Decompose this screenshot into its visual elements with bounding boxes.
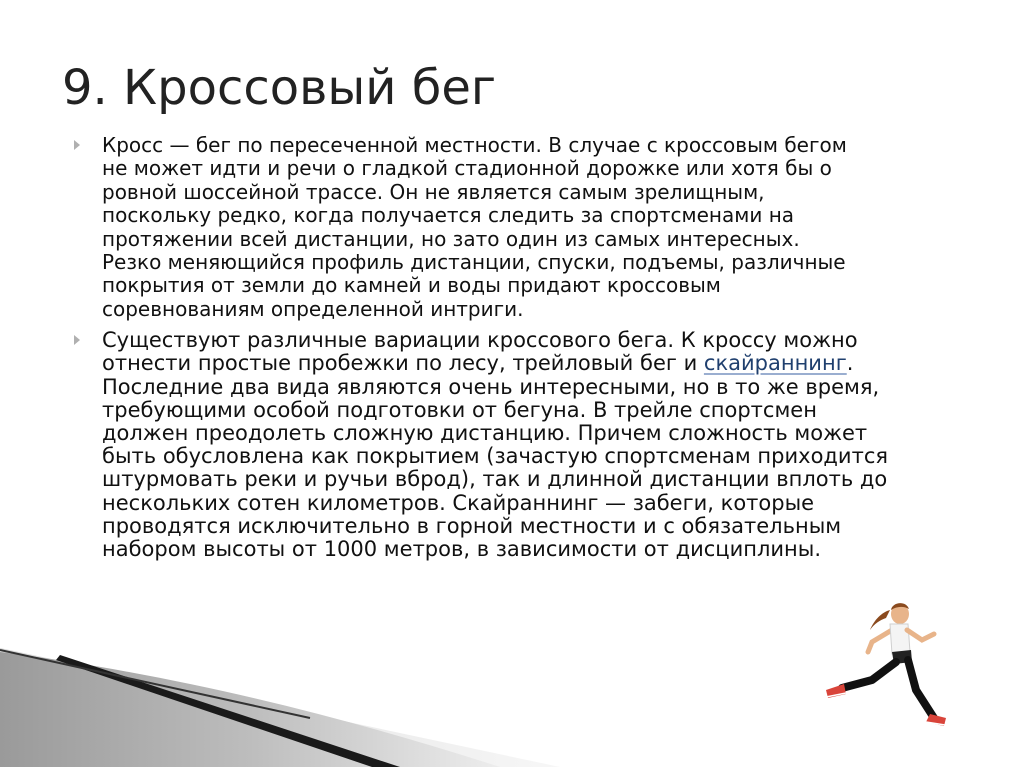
runner-illustration: [812, 600, 952, 735]
bullet-item-2: [74, 329, 964, 561]
paragraph-2: [102, 329, 964, 561]
slide-title: 9. Кроссовый бег: [62, 60, 497, 116]
paragraph-2-line: должен преодолеть сложную дистанцию. Причем сложность может: [102, 421, 868, 446]
paragraph-2-line: требующими особой подготовки от бегуна. В трейле спортсмен: [102, 397, 817, 422]
skyrunning-link[interactable]: скайраннинг: [703, 351, 847, 376]
paragraph-1-line: Резко меняющийся профиль дистанции, спуски, подъемы, различные: [102, 250, 846, 275]
paragraph-2-line: набором высоты от 1000 метров, в зависимости от дисциплины.: [102, 537, 822, 562]
paragraph-2-line-with-link: [102, 352, 964, 375]
paragraph-2-text: отнести простые пробежки по лесу, трейловый бег и: [102, 351, 704, 376]
paragraph-1: [102, 134, 964, 321]
paragraph-1-line: протяжении всей дистанции, но зато один из самых интересных.: [102, 226, 800, 251]
bullet-list: [74, 134, 964, 569]
paragraph-1-line: покрытия от земли до камней и воды придают кроссовым: [102, 273, 721, 298]
paragraph-2-line: штурмовать реки и ручьи вброд), так и длинной дистанции вплоть до: [102, 467, 888, 492]
paragraph-1-line: не может идти и речи о гладкой стадионной дорожке или хотя бы о: [102, 156, 832, 181]
paragraph-2-line: нескольких сотен километров. Скайраннинг — забеги, которые: [102, 490, 815, 515]
paragraph-1-line: ровной шоссейной трассе. Он не является самым зрелищным,: [102, 179, 765, 204]
triangle-bullet-icon: [74, 140, 80, 150]
paragraph-2-line: быть обусловлена как покрытием (зачастую спортсменам приходится: [102, 444, 888, 469]
paragraph-1-line: соревнованиям определенной интриги.: [102, 296, 524, 321]
triangle-bullet-icon: [74, 335, 80, 345]
paragraph-2-line: Последние два вида являются очень интересными, но в то же время,: [102, 374, 880, 399]
paragraph-1-line: Кросс — бег по пересеченной местности. В случае с кроссовым бегом: [102, 133, 847, 157]
paragraph-2-line: проводятся исключительно в горной местности и с обязательным: [102, 513, 842, 538]
swoosh-gray-band: [0, 652, 500, 767]
paragraph-1-line: поскольку редко, когда получается следить за спортсменами на: [102, 203, 795, 228]
paragraph-2-text: .: [846, 351, 854, 376]
paragraph-2-line: Существуют различные вариации кроссового бега. К кроссу можно: [102, 328, 858, 353]
bullet-item-1: [74, 134, 964, 321]
